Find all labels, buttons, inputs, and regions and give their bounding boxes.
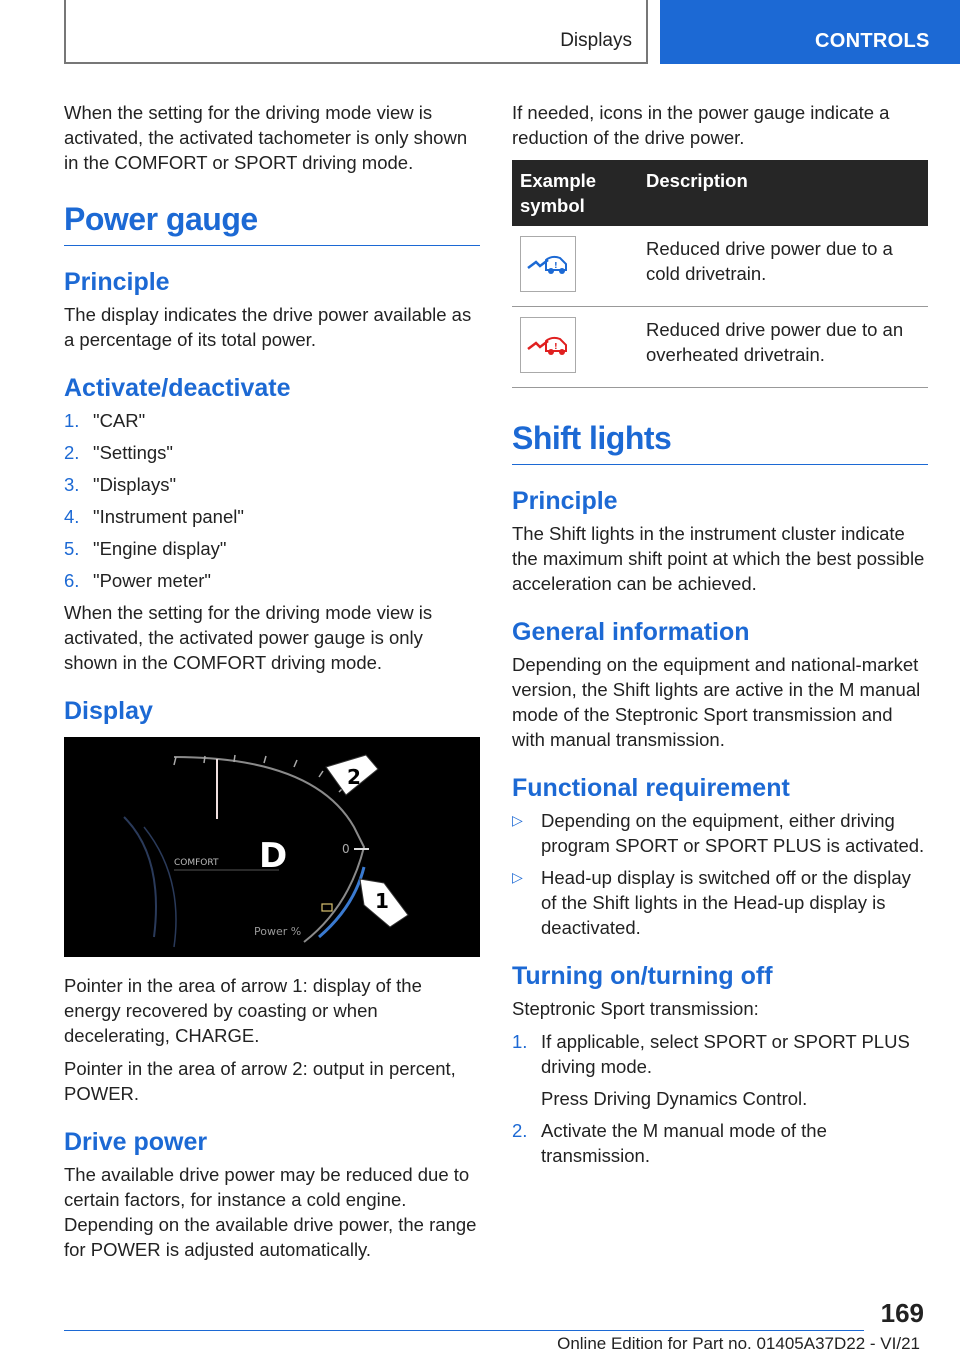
left-column — [64, 100, 480, 1270]
heading-activate-deactivate: Activate/deactivate — [64, 374, 291, 402]
mode-label: COMFORT — [174, 858, 219, 868]
display-paragraph-2: Pointer in the area of arrow 2: output in percent, POWER. — [64, 1058, 456, 1104]
list-item — [64, 408, 480, 433]
power-gauge-illustration — [64, 737, 480, 957]
requirement-text: Head-up display is switched off or the display of the Shift lights in the Head-up display is deactivated. — [541, 867, 911, 938]
list-item — [64, 568, 480, 593]
step-text: "Displays" — [93, 474, 177, 495]
heading-drive-power: Drive power — [64, 1128, 208, 1156]
turning-steps-list — [512, 1029, 928, 1168]
step-text: "Settings" — [93, 442, 173, 463]
list-item — [64, 440, 480, 465]
step-text: "Instrument panel" — [93, 506, 244, 527]
table-row — [512, 307, 928, 388]
edition-footer: Online Edition for Part no. 01405A37D22 - VI/21 — [557, 1334, 920, 1353]
requirements-list — [512, 808, 928, 940]
svg-text:!: ! — [554, 342, 558, 351]
heading-principle: Principle — [64, 268, 170, 296]
heading-functional-requirement: Functional requirement — [512, 774, 790, 802]
step-number: 2. — [64, 442, 80, 463]
step-text: "Engine display" — [93, 538, 227, 559]
heading-turning-on-off: Turning on/turning off — [512, 962, 773, 990]
symbol-table — [512, 160, 928, 388]
display-paragraph-1: Pointer in the area of arrow 1: display of the energy recovered by coasting or when decelerating, CHARGE. — [64, 975, 422, 1046]
step-number: 1. — [512, 1031, 528, 1052]
list-item — [512, 865, 928, 940]
after-steps-paragraph: When the setting for the driving mode view is activated, the activated power gauge is only shown in the COMFORT driving mode. — [64, 602, 433, 673]
svg-text:!: ! — [554, 261, 558, 270]
list-item — [512, 808, 928, 858]
overheated-drivetrain-icon — [520, 317, 576, 373]
step-number: 6. — [64, 570, 80, 591]
row-description: Reduced drive power due to an overheated drivetrain. — [638, 307, 928, 388]
shift-principle-paragraph: The Shift lights in the instrument cluster indicate the maximum shift point at which the best possible acceleration can be achieved. — [512, 523, 925, 594]
page-number: 169 — [880, 1298, 924, 1328]
column-header-description: Description — [638, 160, 928, 226]
step-number: 5. — [64, 538, 80, 559]
drive-power-paragraph: The available drive power may be reduced due to certain factors, for instance a cold engine. Depending on the available drive power, the range for POWER is adjusted automatically. — [64, 1164, 477, 1260]
step-text: Activate the M manual mode of the transmission. — [541, 1120, 827, 1166]
step-number: 4. — [64, 506, 80, 527]
cold-drivetrain-icon — [520, 236, 576, 292]
power-percent-label: Power % — [254, 925, 302, 938]
gear-indicator: D — [259, 836, 288, 876]
icons-intro-paragraph: If needed, icons in the power gauge indicate a reduction of the drive power. — [512, 102, 890, 148]
turning-paragraph: Steptronic Sport transmission: — [512, 998, 759, 1019]
intro-paragraph: When the setting for the driving mode view is activated, the activated tachometer is only shown in the COMFORT or SPORT driving mode. — [64, 102, 468, 173]
heading-display: Display — [64, 697, 153, 725]
step-subtext: Press Driving Dynamics Control. — [541, 1088, 808, 1109]
list-item — [64, 472, 480, 497]
activate-steps-list — [64, 408, 480, 593]
zero-mark: 0 — [342, 842, 350, 856]
column-header-symbol: Example symbol — [512, 160, 638, 226]
heading-principle-shift: Principle — [512, 487, 618, 515]
list-item — [512, 1029, 928, 1111]
triangle-bullet-icon: ▷ — [512, 869, 523, 885]
list-item — [64, 504, 480, 529]
chapter-tab: CONTROLS — [660, 0, 960, 64]
heading-general-information: General information — [512, 618, 750, 646]
general-information-paragraph: Depending on the equipment and national-market version, the Shift lights are active in the M manual mode of the Steptronic Sport transmission and with manual transmission. — [512, 654, 921, 750]
step-text: "CAR" — [93, 410, 146, 431]
arrow-2-callout — [326, 755, 378, 795]
table-header-row — [512, 160, 928, 226]
heading-shift-lights: Shift lights — [512, 418, 928, 465]
principle-paragraph: The display indicates the drive power available as a percentage of its total power. — [64, 304, 472, 350]
svg-text:1: 1 — [375, 889, 389, 913]
heading-power-gauge: Power gauge — [64, 199, 480, 246]
list-item — [512, 1118, 928, 1168]
step-number: 2. — [512, 1120, 528, 1141]
footer-divider — [64, 1330, 864, 1331]
requirement-text: Depending on the equipment, either driving program SPORT or SPORT PLUS is activated. — [541, 810, 925, 856]
section-title: Displays — [560, 30, 632, 51]
list-item — [64, 536, 480, 561]
step-text: If applicable, select SPORT or SPORT PLUS driving mode. — [541, 1031, 910, 1077]
svg-text:2: 2 — [347, 765, 361, 789]
step-text: "Power meter" — [93, 570, 212, 591]
step-number: 1. — [64, 410, 80, 431]
running-header-box — [64, 0, 648, 64]
step-number: 3. — [64, 474, 80, 495]
triangle-bullet-icon: ▷ — [512, 812, 523, 828]
arrow-1-callout — [360, 879, 408, 927]
table-row — [512, 226, 928, 307]
row-description: Reduced drive power due to a cold drivetrain. — [638, 226, 928, 307]
power-gauge-figure — [64, 737, 480, 957]
right-column — [512, 100, 928, 1175]
